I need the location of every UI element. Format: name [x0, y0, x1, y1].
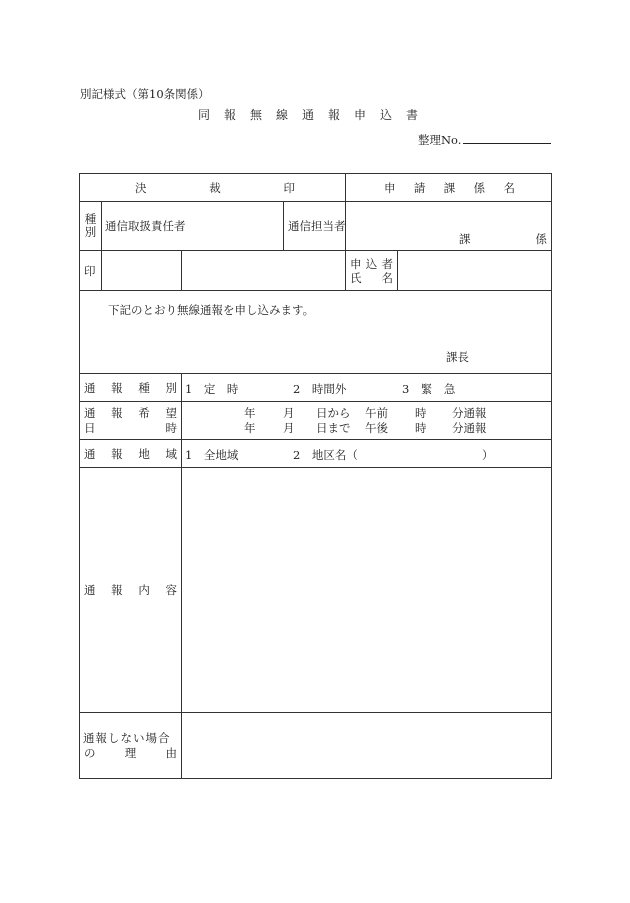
label-char: 名	[381, 270, 393, 285]
label-char: 係	[473, 180, 486, 195]
seal-box-1[interactable]	[102, 251, 182, 291]
label-char: 申	[384, 180, 396, 195]
label-char: 通	[84, 583, 96, 597]
form-title: 同報無線通報申込書	[197, 108, 432, 122]
label-char: 報	[111, 380, 123, 395]
label-char: 申	[350, 256, 362, 271]
label-char: 通	[84, 446, 96, 461]
area-label	[80, 440, 182, 468]
label-char: 決	[135, 180, 147, 195]
label-char: 時	[165, 420, 177, 435]
label-char: 通	[84, 380, 96, 395]
applicant-label	[346, 251, 398, 291]
applicant-name-field[interactable]	[398, 251, 552, 291]
date-fields[interactable]: 年 月 日から 午前 時 分通報 年 月 日まで 午後 時 分通報	[182, 402, 552, 440]
label-char: 域	[165, 446, 177, 461]
seal-box-2[interactable]	[182, 251, 346, 291]
reason-label: 通報しない場合 の 理 由	[80, 713, 182, 779]
label-char: 日	[84, 420, 96, 435]
label-char: の	[84, 745, 96, 760]
tanto-label	[284, 202, 346, 251]
label-char: 課	[443, 180, 456, 195]
label-char: 者	[334, 219, 346, 233]
label-char: 希	[138, 405, 150, 420]
in-label: 印	[80, 251, 102, 291]
label-char: 裁	[209, 180, 221, 195]
shinsei-header	[346, 174, 552, 202]
label-char: 報	[111, 405, 123, 420]
label-char: 別	[165, 380, 177, 395]
label-char: 容	[165, 583, 177, 597]
label-char: 請	[413, 180, 426, 195]
shubetsu-label: 種 別	[80, 202, 102, 251]
kacho-label: 課長	[446, 350, 469, 364]
label-char: 通	[84, 405, 96, 420]
label-char: 理	[124, 745, 137, 760]
reason-field[interactable]	[182, 713, 552, 779]
label-char: 当	[322, 219, 334, 233]
label-char: 報	[111, 446, 123, 461]
label-char: 内	[138, 583, 150, 597]
label-char: 氏	[350, 270, 362, 285]
label-char: 報	[111, 583, 123, 597]
label-char: 地	[138, 446, 150, 461]
area-options[interactable]: 1 全地域 2 地区名（ ）	[182, 440, 552, 468]
label-char: 信	[299, 219, 311, 233]
statement-text: 下記のとおり無線通報を申し込みます。	[108, 303, 315, 317]
label-char: 種	[138, 380, 150, 395]
toriatsukai-label: 通信取扱責任者	[102, 202, 284, 251]
label-char: 名	[503, 180, 515, 195]
seiri-number-field[interactable]	[463, 143, 551, 144]
content-field[interactable]	[182, 468, 552, 713]
type-label	[80, 374, 182, 402]
statement-cell	[80, 291, 552, 374]
ka-kakari-field[interactable]: 課 係	[346, 202, 552, 251]
content-label	[80, 468, 182, 713]
form-label: 別記様式（第10条関係）	[80, 87, 210, 101]
kessai-header	[80, 174, 346, 202]
label-char: 由	[165, 745, 177, 760]
date-label	[80, 402, 182, 440]
application-form-table	[79, 173, 552, 779]
label-char: 印	[283, 180, 295, 195]
label-char: 込	[365, 256, 378, 271]
label-char: 者	[381, 256, 393, 271]
label-char: 望	[165, 405, 177, 420]
seiri-label: 整理No.	[418, 133, 462, 147]
label-char: 通	[288, 219, 300, 233]
type-options[interactable]: 1 定 時 2 時間外 3 緊 急	[182, 374, 552, 402]
label-char: 担	[311, 219, 323, 233]
